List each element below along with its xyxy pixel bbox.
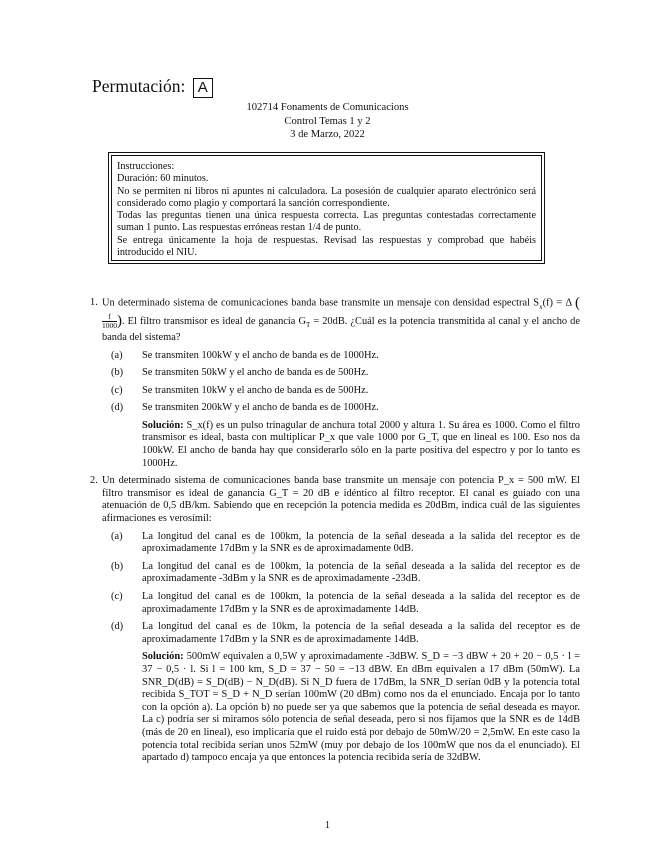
option-text: Se transmiten 200kW y el ancho de banda es de 1000Hz. [142, 402, 379, 414]
instructions-duration: Duración: 60 minutos. [117, 173, 209, 185]
option-text: La longitud del canal es de 10km, la potencia de la señal deseada a la salida del receptor es de aproximadamente 17dBm y la SNR es de aproximadamente 14dB. [142, 621, 580, 645]
option-label: (d) [111, 621, 124, 633]
question-1-stem-b: (f) = Δ [542, 297, 572, 309]
option-label: (d) [111, 402, 124, 414]
option-label: (b) [111, 367, 124, 379]
option-label: (b) [111, 560, 124, 572]
instructions-submission: Se entrega únicamente la hoja de respuestas. Revisad las respuestas y comprobad que habéis introducido el NIU. [117, 234, 536, 259]
option-text: La longitud del canal es de 100km, la potencia de la señal deseada a la salida del receptor es de aproximadamente -3dBm y la SNR es de aproximadamente -23dB. [142, 560, 580, 585]
permutation-heading [92, 76, 213, 98]
question-2-option-a [90, 531, 580, 556]
option-text: La longitud del canal es de 100km, la potencia de la señal deseada a la salida del receptor es de aproximadamente 17dBm y la SNR es de aproximadamente 0dB. [142, 530, 580, 555]
question-2-option-c [90, 591, 580, 616]
solution-text: 500mW equivalen a 0,5W y aproximadamente -3dBW. S_D = −3 dBW + 20 + 20 − 0,5 · l = 37 − 0,5 · l. Si l = 100 km, S_D = 37 − 50 = −13 dBW. En dBm equivalen a 17 dBm (50mW). La SNR_D(dB) = S_D(dB) − N_D(dB). Si N_D fuera de 17dBm, la SNR_D serían 0dB y la potencia total recibida S_TOT = S_D + N_D serían 100mW (20 dBm) como nos da el enunciado. Encaja por lo tanto con la opción a). La opción b) no puede ser ya que sabemos que la potencia de señal deseada es mayor. La c) podría ser si miramos sólo potencia de señal deseada, pero si nos fijamos que la SNR es de 14dB (más de 20 en lineal), eso implicaría que el ruido está por debajo de 50mW/20 = 2,5mW. En este caso la potencia total recibida serían unos 52mW (muy por debajo de los 100mW que nos da el enunciado). El apartado d) tampoco encaja ya que entonces la potencia recibida sería de 32dBW. [142, 651, 580, 764]
question-1-fraction [102, 313, 117, 330]
question-2 [90, 475, 580, 525]
solution-label: Solución: [142, 419, 184, 431]
instructions-box [108, 152, 545, 264]
option-text: Se transmiten 10kW y el ancho de banda es de 500Hz. [142, 384, 369, 396]
solution-label: Solución: [142, 651, 184, 663]
question-2-option-b [90, 561, 580, 586]
course-title: 102714 Fonaments de Comunicacions [246, 102, 409, 113]
instructions-title: Instrucciones: [117, 161, 175, 172]
option-label: (a) [111, 530, 123, 542]
fraction-numerator: f [108, 312, 111, 322]
fraction-denominator: 1000 [102, 321, 117, 331]
question-1-stem-d: = 20dB. ¿Cuál es la potencia transmitida al canal y el ancho de banda del sistema? [102, 316, 580, 343]
questions [90, 297, 580, 765]
question-1-option-b [90, 367, 580, 380]
question-1-option-d [90, 402, 580, 415]
option-text: La longitud del canal es de 100km, la potencia de la señal deseada a la salida del receptor es de aproximadamente 17dBm y la SNR es de aproximadamente 14dB. [142, 591, 580, 615]
question-number: 1. [90, 297, 98, 308]
question-number: 2. [90, 475, 98, 487]
option-label: (c) [111, 384, 123, 396]
question-1-solution [90, 420, 580, 470]
option-text: Se transmiten 100kW y el ancho de banda es de 1000Hz. [142, 349, 379, 361]
question-2-solution [90, 651, 580, 764]
question-2-stem: Un determinado sistema de comunicaciones banda base transmite un mensaje con potencia P_x = 500 mW. El filtro transmisor es ideal de ganancia G_T = 20 dB e idéntico al filtro receptor. El canal es guiado con una atenuación de 0,5 dB/km. Sabiendo que en recepción la potencia medida es 20dBm, indica cuál de las siguientes afirmaciones es verosímil: [102, 475, 580, 525]
exam-header [0, 101, 655, 142]
exam-date: 3 de Marzo, 2022 [290, 129, 365, 140]
question-1-option-a [90, 350, 580, 363]
solution-text: S_x(f) es un pulso trinagular de anchura total 2000 y altura 1. Su área es 1000. Como el filtro transmisor es ideal, basta con multiplicar P_x que vale 1000 por G_T, que en lineal es 100. Eso nos da 100kW. El ancho de banda hay que considerarlo sólo en la parte positiva del espectro y por lo tanto es 1000Hz. [142, 419, 580, 469]
permutation-label: Permutación: [92, 76, 186, 96]
instructions-materials: No se permiten ni libros ni apuntes ni calculadora. La posesión de cualquier aparato electrónico será considerado como plagio y comportará la sanción correspondiente. [117, 185, 536, 209]
question-1: 1. Un determinado sistema de comunicaciones banda base transmite un mensaje con densidad espectral $S_x(f) = \Delta$ ( $\frac{f}{1000}$ ). El filtro transmisor es ideal de ganancia $G_T = 20dB$. ¿Cuál es la potencia transmitida al canal y el ancho de banda del sistema? [90, 295, 580, 343]
instructions-scoring: Todas las preguntas tienen una única respuesta correcta. Las preguntas contestadas correctamente suman 1 punto. Las respuestas erróneas restan 1/4 de punto. [117, 210, 536, 234]
question-2-option-d [90, 621, 580, 646]
option-label: (a) [111, 349, 123, 361]
question-1-stem-c: . El filtro transmisor es ideal de ganancia G [122, 316, 306, 328]
question-1-stem-a: Un determinado sistema de comunicaciones banda base transmite un mensaje con densidad espectral S [102, 297, 540, 309]
page-number: 1 [324, 820, 331, 831]
option-label: (c) [111, 591, 123, 603]
permutation-value: A [193, 78, 213, 98]
option-text: Se transmiten 50kW y el ancho de banda es de 500Hz. [142, 367, 369, 379]
question-1-option-c [90, 385, 580, 398]
exam-title: Control Temas 1 y 2 [284, 115, 371, 127]
